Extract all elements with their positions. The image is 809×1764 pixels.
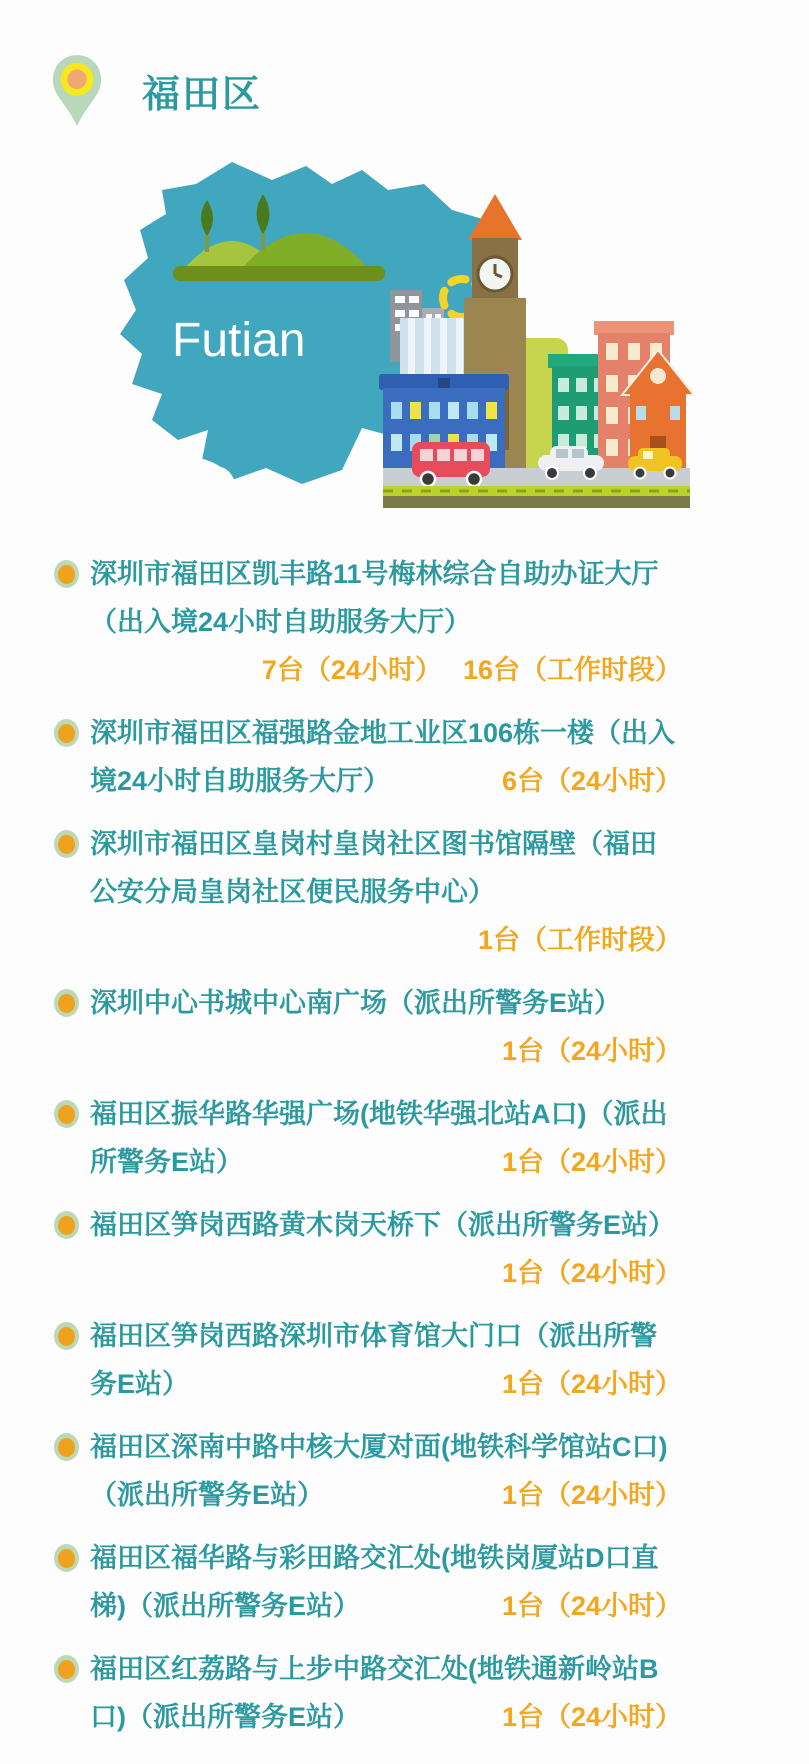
station-text: [90, 550, 682, 694]
station-address: 福田区红荔路与上步中路交汇处(地铁通新岭站B口)（派出所警务E站）: [90, 1654, 659, 1732]
bullet-icon: [54, 560, 79, 588]
ground-strip: [383, 496, 690, 508]
station-address: 福田区深南中路中核大厦对面(地铁科学馆站C口)（派出所警务E站）: [90, 1432, 668, 1510]
bullet-icon: [54, 989, 79, 1017]
machine-count: 1台（24小时）: [501, 1702, 682, 1732]
station-text: [90, 1534, 682, 1630]
station-list-item: [54, 1645, 684, 1741]
station-text: [90, 1645, 682, 1741]
station-list-item: [54, 709, 684, 805]
map-pin-icon: [46, 50, 108, 130]
station-text: [90, 1090, 682, 1186]
station-text: [90, 1201, 682, 1297]
bullet-icon: [54, 1100, 79, 1128]
station-list-item: [54, 550, 684, 694]
futian-map-illustration: [0, 138, 809, 508]
map-illustration-svg: [0, 138, 809, 508]
bullet-icon: [54, 830, 79, 858]
station-list-item: [54, 1423, 684, 1519]
bullet-icon: [54, 1322, 79, 1350]
bullet-icon: [54, 1433, 79, 1461]
station-address: 深圳市福田区凯丰路11号梅林综合自助办证大厅（出入境24小时自助服务大厅）: [90, 559, 659, 637]
machine-count: 1台（24小时）: [501, 1591, 682, 1621]
station-list-item: [54, 820, 684, 964]
bullet-icon: [54, 1544, 79, 1572]
map-region-label: Futian: [172, 314, 306, 367]
bullet-icon: [54, 1211, 79, 1239]
station-address: 深圳市福田区福强路金地工业区106栋一楼（出入境24小时自助服务大厅）: [90, 718, 676, 796]
station-address: 福田区福华路与彩田路交汇处(地铁岗厦站D口直梯)（派出所警务E站）: [90, 1543, 659, 1621]
machine-count: 1台（24小时）: [501, 1147, 682, 1177]
station-text: [90, 820, 682, 964]
station-text: [90, 979, 682, 1075]
station-list-item: [54, 1090, 684, 1186]
station-text: [90, 1312, 682, 1408]
station-list-item: [54, 979, 684, 1075]
machine-count: 1台（24小时）: [501, 1258, 682, 1288]
station-list: [54, 550, 684, 1741]
district-header: [0, 0, 809, 134]
machine-count: 1台（24小时）: [501, 1036, 682, 1066]
machine-count: 7台（24小时） 16台（工作时段）: [261, 655, 682, 685]
station-address: 福田区笋岗西路深圳市体育馆大门口（派出所警务E站）: [90, 1321, 657, 1399]
station-text: [90, 709, 682, 805]
cloud-cutout: [195, 466, 235, 506]
station-list-item: [54, 1534, 684, 1630]
station-text: [90, 1423, 682, 1519]
bullet-icon: [54, 1655, 79, 1683]
station-address: 深圳中心书城中心南广场（派出所警务E站）: [90, 988, 622, 1018]
station-address: 深圳市福田区皇岗村皇岗社区图书馆隔壁（福田公安分局皇岗社区便民服务中心）: [90, 829, 657, 907]
station-address: 福田区笋岗西路黄木岗天桥下（派出所警务E站）: [90, 1210, 676, 1240]
bullet-icon: [54, 719, 79, 747]
station-list-item: [54, 1312, 684, 1408]
station-address: 福田区振华路华强广场(地铁华强北站A口)（派出所警务E站）: [90, 1099, 668, 1177]
machine-count: 6台（24小时）: [501, 766, 682, 796]
station-list-item: [54, 1201, 684, 1297]
machine-count: 1台（24小时）: [501, 1480, 682, 1510]
machine-count: 1台（工作时段）: [477, 925, 682, 955]
district-title: 福田区: [142, 73, 263, 116]
machine-count: 1台（24小时）: [501, 1369, 682, 1399]
